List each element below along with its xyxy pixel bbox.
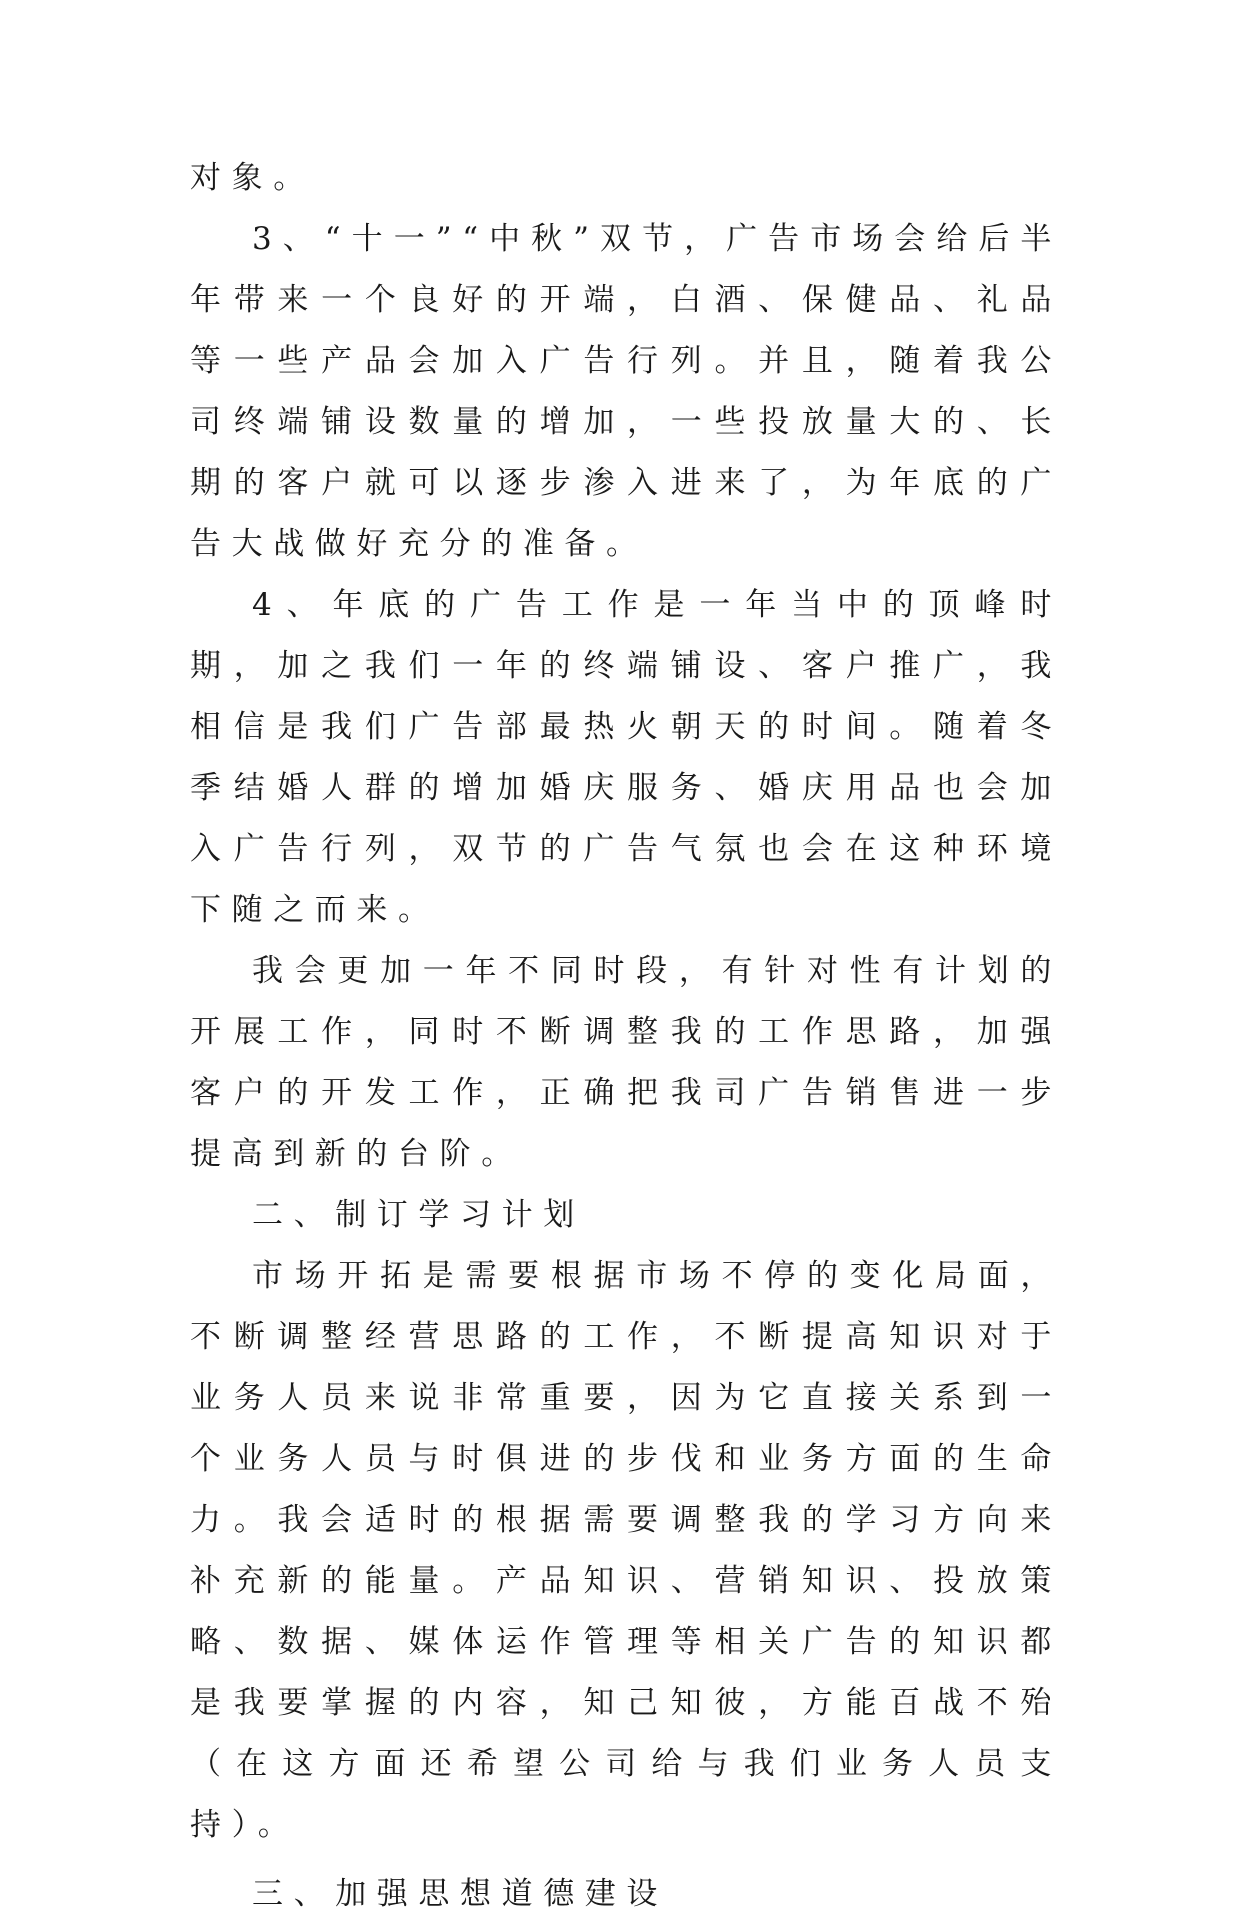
paragraph-item-4: 4、年底的广告工作是一年当中的顶峰时期，加之我们一年的终端铺设、客户推广，我相信是我们广告部最热火朝天的时间。随着冬季结婚人群的增加婚庆服务、婚庆用品也会加入广告行列，双节的广告气氛也会在这种环境下随之而来。 bbox=[190, 587, 1062, 928]
paragraph-continuation: 对象。 bbox=[190, 160, 315, 196]
paragraph-study-plan: 市场开拓是需要根据市场不停的变化局面，不断调整经营思路的工作，不断提高知识对于业务人员来说非常重要，因为它直接关系到一个业务人员与时俱进的步伐和业务方面的生命力。我会适时的根据需要调整我的学习方向来补充新的能量。产品知识、营销知识、投放策略、数据、媒体运作管理等相关广告的知识都是我要掌握的内容，知己知彼，方能百战不殆（在这方面还希望公司给与我们业务人员支持）。 bbox=[190, 1258, 1062, 1843]
section-heading-moral-construction: 三、加强思想道德建设 bbox=[252, 1876, 668, 1912]
paragraph-item-3: 3、“十一”“中秋”双节，广告市场会给后半年带来一个良好的开端，白酒、保健品、礼品等一些产品会加入广告行列。并且，随着我公司终端铺设数量的增加，一些投放量大的、长期的客户就可以逐步渗入进来了，为年底的广告大战做好充分的准备。 bbox=[190, 221, 1062, 562]
paragraph-summary: 我会更加一年不同时段，有针对性有计划的开展工作，同时不断调整我的工作思路，加强客户的开发工作，正确把我司广告销售进一步提高到新的台阶。 bbox=[190, 953, 1062, 1172]
section-heading-study-plan: 二、制订学习计划 bbox=[252, 1197, 585, 1233]
document-body bbox=[190, 148, 1062, 1925]
